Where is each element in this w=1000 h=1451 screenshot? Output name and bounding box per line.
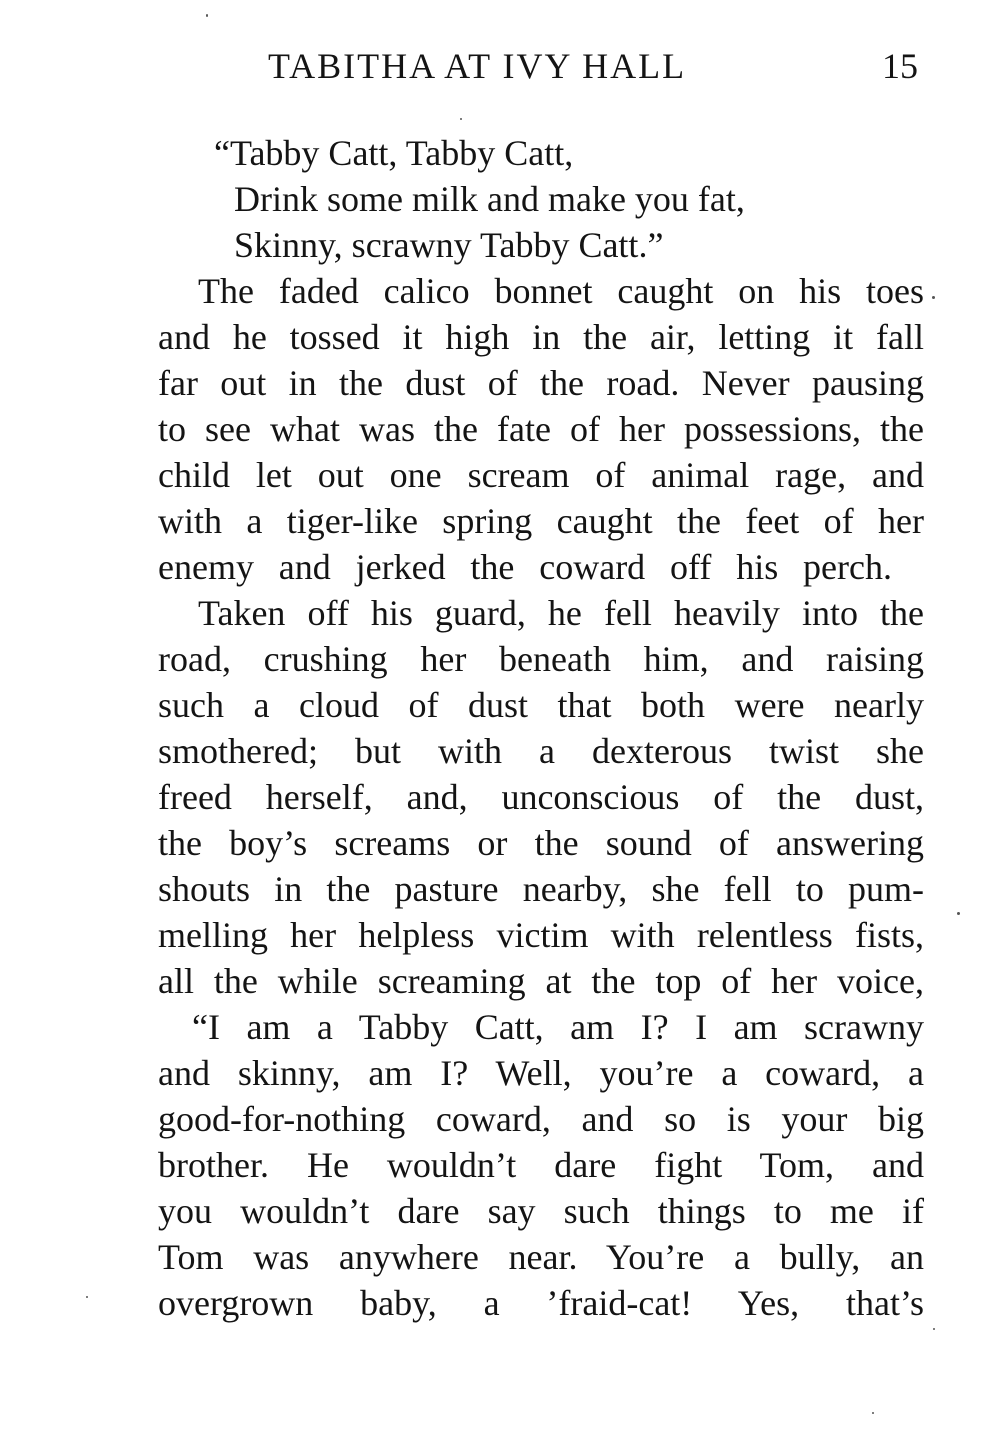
paragraph-line: and he tossed it high in the air, letting it fall: [158, 317, 924, 357]
verse-line: Drink some milk and make you fat,: [234, 179, 745, 219]
paragraph-line: the boy’s screams or the sound of answering: [158, 823, 924, 863]
paragraph-line: with a tiger-like spring caught the feet of her: [158, 501, 924, 541]
scan-speck: [933, 1328, 935, 1330]
paragraph-line: Taken off his guard, he fell heavily into the: [198, 593, 924, 633]
scan-speck: [872, 1412, 874, 1414]
verse-line: “Tabby Catt, Tabby Catt,: [214, 133, 574, 173]
scan-speck: [957, 912, 960, 915]
paragraph-line: smothered; but with a dexterous twist she: [158, 731, 924, 771]
paragraph-line: all the while screaming at the top of her voice,: [158, 961, 924, 1001]
paragraph-line: overgrown baby, a ’fraid-cat! Yes, that’s: [158, 1283, 924, 1323]
paragraph-line: shouts in the pasture nearby, she fell to pum-: [158, 869, 924, 909]
verse-line: Skinny, scrawny Tabby Catt.”: [234, 225, 664, 265]
page-number: 15: [882, 46, 918, 86]
paragraph-line: child let out one scream of animal rage, and: [158, 455, 924, 495]
paragraph-line: road, crushing her beneath him, and raising: [158, 639, 924, 679]
scan-speck: [460, 118, 462, 120]
paragraph-line: and skinny, am I? Well, you’re a coward, a: [158, 1053, 924, 1093]
paragraph-line: “I am a Tabby Catt, am I? I am scrawny: [192, 1007, 924, 1047]
paragraph-line: to see what was the fate of her possessions, the: [158, 409, 924, 449]
paragraph-line: such a cloud of dust that both were nearly: [158, 685, 924, 725]
scan-speck: [932, 296, 935, 299]
paragraph-line: brother. He wouldn’t dare fight Tom, and: [158, 1145, 924, 1185]
scan-speck: [86, 1296, 88, 1298]
paragraph-line: far out in the dust of the road. Never pausing: [158, 363, 924, 403]
paragraph-line: enemy and jerked the coward off his perch.: [158, 547, 892, 587]
paragraph-line: good-for-nothing coward, and so is your big: [158, 1099, 924, 1139]
paragraph-line: The faded calico bonnet caught on his toes: [198, 271, 924, 311]
running-head-title: TABITHA AT IVY HALL: [268, 46, 687, 86]
paragraph-line: Tom was anywhere near. You’re a bully, an: [158, 1237, 924, 1277]
paragraph-line: freed herself, and, unconscious of the dust,: [158, 777, 924, 817]
scan-speck: [206, 14, 208, 17]
paragraph-line: melling her helpless victim with relentless fists,: [158, 915, 924, 955]
paragraph-line: you wouldn’t dare say such things to me if: [158, 1191, 924, 1231]
